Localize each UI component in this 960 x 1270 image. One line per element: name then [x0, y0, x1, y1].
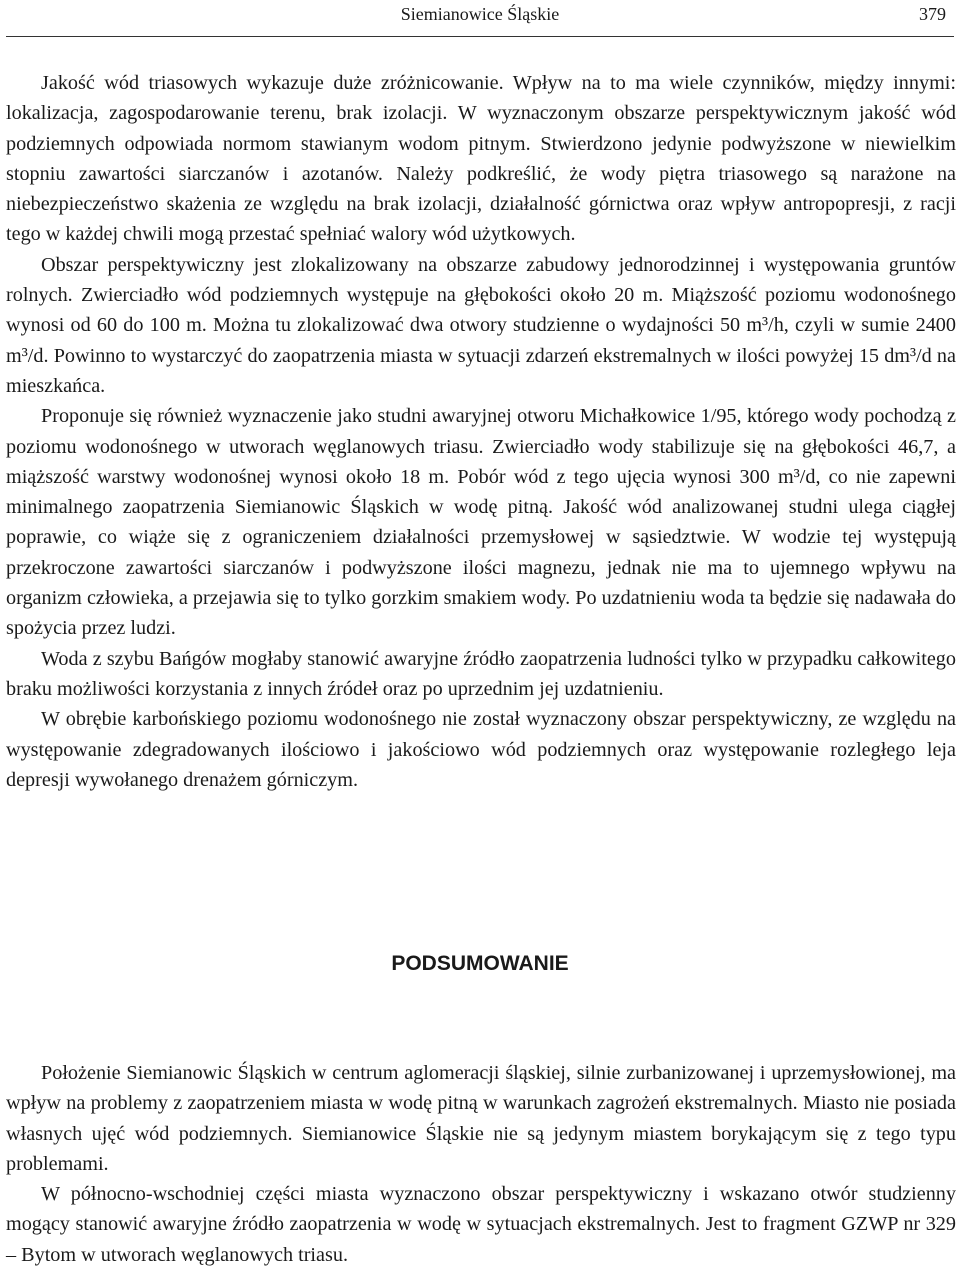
running-title: Siemianowice Śląskie	[400, 4, 560, 24]
section-heading: PODSUMOWANIE	[391, 952, 569, 975]
page-number: 379	[919, 4, 946, 24]
running-header	[6, 0, 954, 37]
paragraph-summary-location: Położenie Siemianowic Śląskich w centrum aglomeracji śląskiej, silnie zurbanizowanej i uprzemysłowionej, ma wpływ na problemy z zaopatrzeniem miasta w wodę pitną w warunkach zagrożeń ekstremalnych. Miasto nie posiada własnych ujęć wód podziemnych. Siemianowice Śląskie nie są jedynym miastem borykającym się z tego typu problemami.	[6, 1062, 956, 1175]
paragraph-perspective-area: Obszar perspektywiczny jest zlokalizowany na obszarze zabudowy jednorodzinnej i występowania gruntów rolnych. Zwierciadło wód podziemnych występuje na głębokości około 20 m. Miąższość poziomu wodonośnego wynosi od 60 do 100 m. Można tu zlokalizować dwa otwory studzienne o wydajności 50 m³/h, czyli w sumie 2400 m³/d. Powinno to wystarczyć do zaopatrzenia miasta w sytuacji zdarzeń ekstremalnych w ilości powyżej 15 dm³/d na mieszkańca.	[6, 253, 956, 397]
paragraph-emergency-well: Proponuje się również wyznaczenie jako studni awaryjnej otworu Michałkowice 1/95, którego wody pochodzą z poziomu wodonośnego w utworach węglanowych triasu. Zwierciadło wody stabilizuje się na głębokości 46,7, a miąższość warstwy wodonośnej wynosi około 18 m. Pobór wód z tego ujęcia wynosi 300 m³/d, co nie zapewni minimalnego zaopatrzenia Siemianowic Śląskich w wodę pitną. Jakość wód analizowanej studni ulega ciągłej poprawie, co wiąże się z ograniczeniem działalności przemysłowej w sąsiedztwie. W wodzie tej występują przekroczone zawartości siarczanów i podwyższone ilości magnezu, jednak nie ma to ujemnego wpływu na organizm człowieka, a przejawia się to tylko gorzkim smakiem wody. Po uzdatnieniu woda ta będzie się nadawała do spożycia przez ludzi.	[6, 405, 956, 640]
paragraph-bangow-shaft: Woda z szybu Bańgów mogłaby stanowić awaryjne źródło zaopatrzenia ludności tylko w przypadku całkowitego braku możliwości korzystania z innych źródeł oraz po uprzednim jej uzdatnieniu.	[6, 647, 956, 700]
paragraph-water-quality: Jakość wód triasowych wykazuje duże zróżnicowanie. Wpływ na to ma wiele czynników, między innymi: lokalizacja, zagospodarowanie terenu, brak izolacji. W wyznaczonym obszarze perspektywicznym jakość wód podziemnych odpowiada normom stawianym wodom pitnym. Stwierdzono jedynie podwyższone w niewielkim stopniu zawartości siarczanów i azotanów. Należy podkreślić, że wody piętra triasowego są narażone na niebezpieczeństwo skażenia ze względu na brak izolacji, działalność górnictwa oraz wpływ antropopresji, z racji tego w każdej chwili mogą przestać spełniać walory wód użytkowych.	[6, 72, 956, 246]
body-text	[6, 68, 956, 795]
summary-text	[6, 1058, 956, 1270]
paragraph-summary-perspective: W północno-wschodniej części miasta wyznaczono obszar perspektywiczny i wskazano otwór studzienny mogący stanowić awaryjne źródło zaopatrzenia w wodę w sytuacjach ekstremalnych. Jest to fragment GZWP nr 329 – Bytom w utworach węglanowych triasu.	[6, 1183, 956, 1266]
paragraph-carboniferous-level: W obrębie karbońskiego poziomu wodonośnego nie został wyznaczony obszar perspektywiczny, ze względu na występowanie zdegradowanych ilościowo i jakościowo wód podziemnych oraz występowanie rozległego leja depresji wywołanego drenażem górniczym.	[6, 708, 956, 791]
